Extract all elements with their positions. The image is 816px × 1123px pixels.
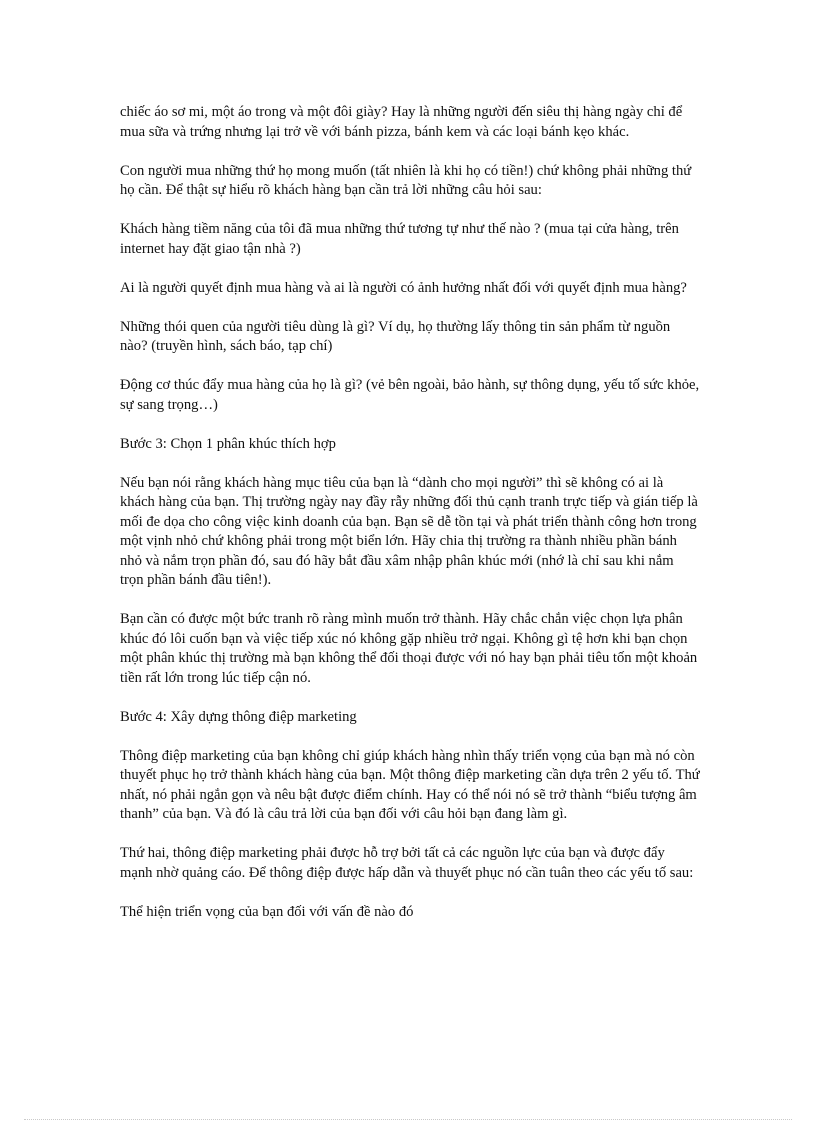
paragraph: Khách hàng tiềm năng của tôi đã mua những thứ tương tự như thế nào ? (mua tại cửa hàng, trên internet hay đặt giao tận nhà ?) xyxy=(120,221,679,257)
paragraph: chiếc áo sơ mi, một áo trong và một đôi giày? Hay là những người đến siêu thị hàng ngày chỉ để mua sữa và trứng nhưng lại trở về với bánh pizza, bánh kem và các loại bánh kẹo khác. xyxy=(120,104,683,140)
paragraph: Thông điệp marketing của bạn không chỉ giúp khách hàng nhìn thấy triển vọng của bạn mà nó còn thuyết phục họ trở thành khách hàng của bạn. Một thông điệp marketing cần dựa trên 2 yếu tố. Thứ nhất, nó phải ngắn gọn và nêu bật được điểm chính. Hay có thể nói nó sẽ trở thành “biểu tượng âm thanh” của bạn. Và đó là câu trả lời của bạn đối với câu hỏi bạn đang làm gì. xyxy=(120,747,700,822)
paragraph: Thể hiện triển vọng của bạn đối với vấn đề nào đó xyxy=(120,903,414,920)
paragraph: Thứ hai, thông điệp marketing phải được hỗ trợ bởi tất cả các nguồn lực của bạn và được đẩy mạnh nhờ quảng cáo. Để thông điệp được hấp dẫn và thuyết phục nó cần tuân theo các yếu tố sau: xyxy=(120,845,694,881)
paragraph: Nếu bạn nói rằng khách hàng mục tiêu của bạn là “dành cho mọi người” thì sẽ không có ai là khách hàng của bạn. Thị trường ngày nay đầy rẫy những đối thủ cạnh tranh trực tiếp và gián tiếp là mối đe dọa cho công việc kinh doanh của bạn. Bạn sẽ dễ tồn tại và phát triển thành công hơn trong một vịnh nhỏ chứ không phải trong một biển lớn. Hãy chia thị trường ra thành nhiều phần bánh nhỏ và nắm trọn phần đó, sau đó hãy bắt đầu xâm nhập phân khúc mới (nhớ là chỉ sau khi nắm trọn phần bánh đầu tiên!). xyxy=(120,474,698,588)
paragraph: Con người mua những thứ họ mong muốn (tất nhiên là khi họ có tiền!) chứ không phải những thứ họ cần. Để thật sự hiểu rõ khách hàng bạn cần trả lời những câu hỏi sau: xyxy=(120,162,692,198)
section-heading-step-4: Bước 4: Xây dựng thông điệp marketing xyxy=(120,708,357,725)
paragraph: Động cơ thúc đẩy mua hàng của họ là gì? (vẻ bên ngoài, bảo hành, sự thông dụng, yếu tố sức khỏe, sự sang trọng…) xyxy=(120,377,700,413)
paragraph: Ai là người quyết định mua hàng và ai là người có ảnh hưởng nhất đối với quyết định mua hàng? xyxy=(120,279,687,296)
page-bottom-divider xyxy=(24,1119,792,1120)
paragraph: Những thói quen của người tiêu dùng là gì? Ví dụ, họ thường lấy thông tin sản phẩm từ nguồn nào? (truyền hình, sách báo, tạp chí) xyxy=(120,318,671,354)
paragraph: Bạn cần có được một bức tranh rõ ràng mình muốn trở thành. Hãy chắc chắn việc chọn lựa phân khúc đó lôi cuốn bạn và việc tiếp xúc nó không gặp nhiều trở ngại. Không gì tệ hơn khi bạn chọn một phân khúc thị trường mà bạn không thể đối thoại được với nó hay bạn phải tiêu tốn một khoản tiền rất lớn trong lúc tiếp cận nó. xyxy=(120,611,698,686)
section-heading-step-3: Bước 3: Chọn 1 phân khúc thích hợp xyxy=(120,435,336,452)
document-body xyxy=(120,103,700,942)
